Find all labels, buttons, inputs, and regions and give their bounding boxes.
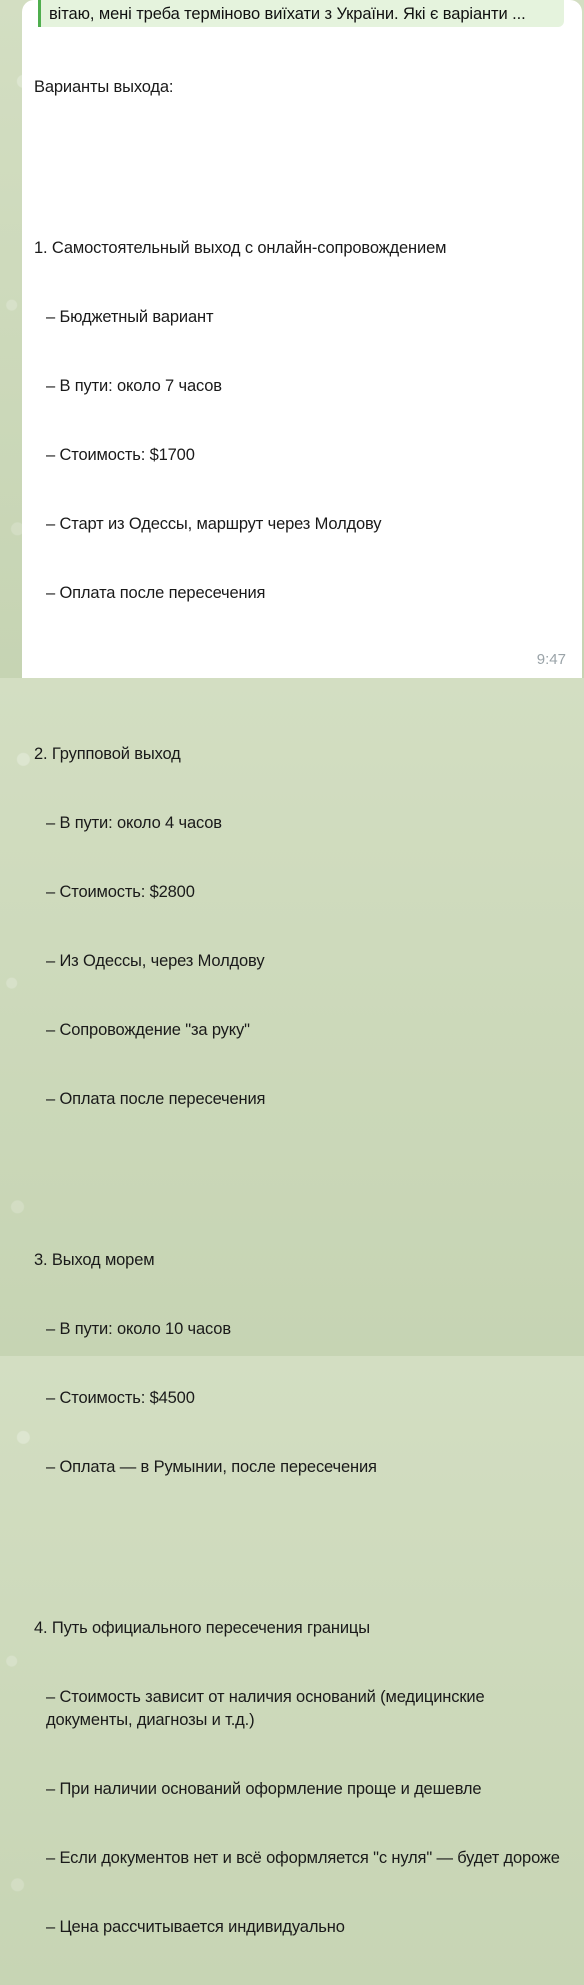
option-item: – В пути: около 7 часов [46, 377, 222, 395]
option-title: 2. Групповой выход [34, 745, 181, 763]
option-item: – Оплата после пересечения [46, 1090, 266, 1108]
spacer [34, 651, 572, 674]
option-item: – В пути: около 10 часов [46, 1320, 231, 1338]
message-bubble[interactable] [22, 0, 582, 1936]
option-item: – Оплата — в Румынии, после пересечения [46, 1458, 377, 1476]
message-intro: Варианты выхода: [34, 78, 174, 96]
option-title: 4. Путь официального пересечения границы [34, 1619, 370, 1637]
option-item: – Бюджетный вариант [46, 308, 214, 326]
reply-quote[interactable] [38, 0, 564, 27]
option-item: – При наличии оснований оформление проще и дешевле [46, 1780, 482, 1798]
option-title: 3. Выход морем [34, 1251, 155, 1269]
option-item: – Сопровождение "за руку" [46, 1021, 250, 1039]
spacer [34, 1157, 572, 1180]
option-item: – Стоимость: $4500 [46, 1389, 195, 1407]
option-item: – Стоимость: $2800 [46, 883, 195, 901]
option-item: – Из Одессы, через Молдову [46, 952, 265, 970]
message-timestamp: 9:47 [536, 651, 566, 668]
spacer [34, 145, 572, 168]
option-item: – В пути: около 4 часов [46, 814, 222, 832]
option-item: – Если документов нет и всё оформляется "с нуля" — будет дороже [46, 1849, 560, 1867]
option-title: 1. Самостоятельный выход с онлайн-сопровождением [34, 239, 447, 257]
option-item: – Цена рассчитывается индивидуально [46, 1918, 345, 1936]
reply-quote-text: вітаю, мені треба терміново виїхати з України. Які є варіанти ... [49, 4, 526, 23]
option-item: – Старт из Одессы, маршрут через Молдову [46, 515, 382, 533]
message-text [34, 30, 572, 1985]
spacer [34, 1525, 572, 1548]
option-item: – Стоимость зависит от наличия оснований (медицинские документы, диагнозы и т.д.) [46, 1688, 489, 1729]
option-item: – Оплата после пересечения [46, 584, 266, 602]
option-item: – Стоимость: $1700 [46, 446, 195, 464]
